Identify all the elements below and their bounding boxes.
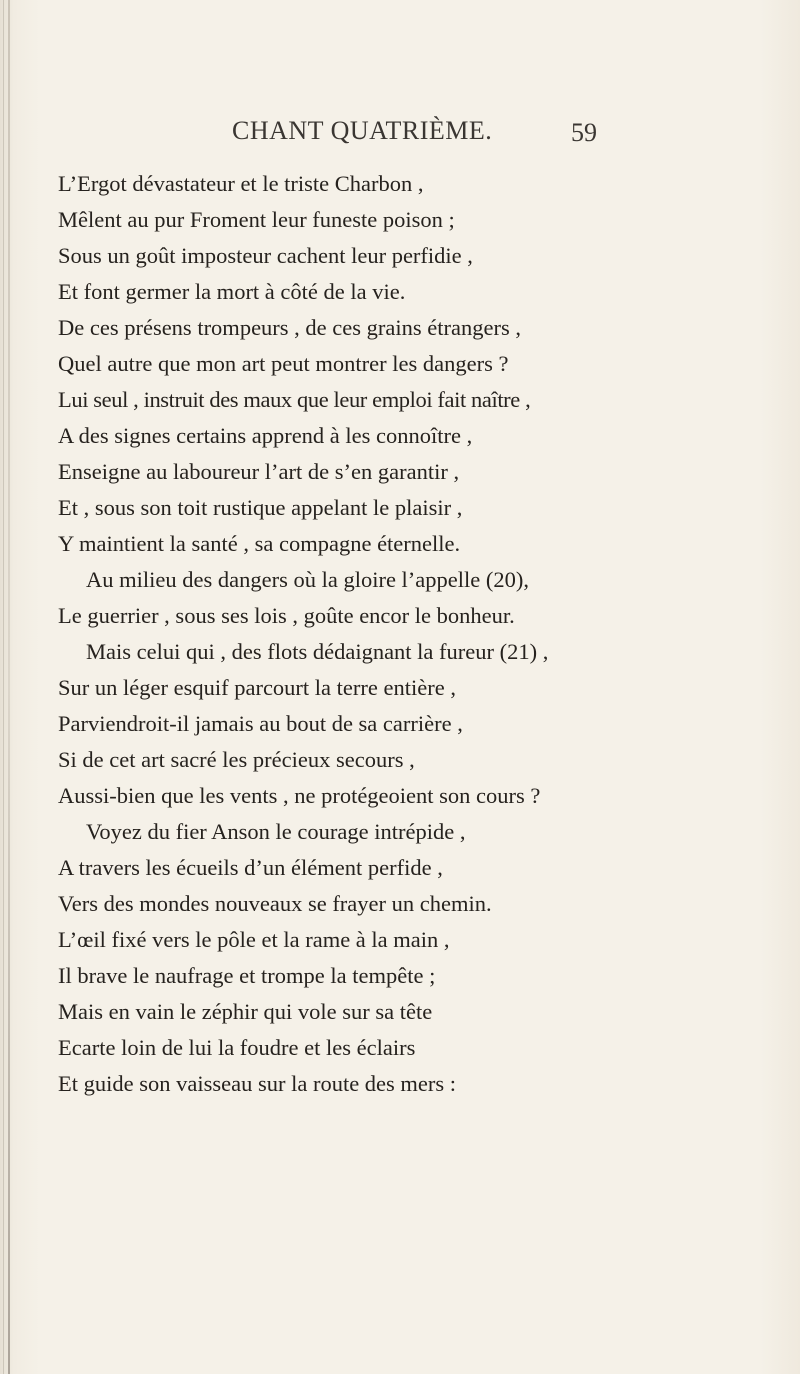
poem-line: Parviendroit-il jamais au bout de sa carrière , — [58, 711, 463, 736]
poem-line: Si de cet art sacré les précieux secours , — [58, 747, 415, 772]
poem-line: Enseigne au laboureur l’art de s’en garantir , — [58, 459, 460, 484]
page-gutter-edge — [3, 0, 4, 1374]
poem-line: Mais celui qui , des flots dédaignant la fureur (21) , — [86, 639, 549, 664]
poem-line: A travers les écueils d’un élément perfide , — [58, 855, 443, 880]
poem-line: Voyez du fier Anson le courage intrépide , — [86, 819, 466, 844]
poem-line: Mais en vain le zéphir qui vole sur sa tête — [58, 999, 433, 1024]
poem-line: Lui seul , instruit des maux que leur emploi fait naître , — [58, 387, 531, 412]
poem-line: Sous un goût imposteur cachent leur perfidie , — [58, 243, 473, 268]
poem-line: Le guerrier , sous ses lois , goûte encor le bonheur. — [58, 603, 515, 628]
running-title: CHANT QUATRIÈME. — [232, 116, 493, 145]
poem-line: Aussi-bien que les vents , ne protégeoient son cours ? — [58, 783, 541, 808]
poem-line: L’œil fixé vers le pôle et la rame à la main , — [58, 927, 450, 952]
page-number: 59 — [571, 118, 597, 147]
poem-line: Quel autre que mon art peut montrer les dangers ? — [58, 351, 509, 376]
poem-line: Et guide son vaisseau sur la route des mers : — [58, 1071, 457, 1096]
poem-text — [58, 166, 778, 1102]
poem-line: L’Ergot dévastateur et le triste Charbon , — [58, 171, 424, 196]
poem-line: Mêlent au pur Froment leur funeste poison ; — [58, 207, 455, 232]
poem-line: A des signes certains apprend à les connoître , — [58, 423, 473, 448]
poem-line: Et , sous son toit rustique appelant le plaisir , — [58, 495, 463, 520]
poem-line: Vers des mondes nouveaux se frayer un chemin. — [58, 891, 492, 916]
page-header — [0, 116, 800, 156]
poem-line: Au milieu des dangers où la gloire l’appelle (20), — [86, 567, 529, 592]
poem-line: Sur un léger esquif parcourt la terre entière , — [58, 675, 456, 700]
poem-line: De ces présens trompeurs , de ces grains étrangers , — [58, 315, 521, 340]
poem-line: Ecarte loin de lui la foudre et les éclairs — [58, 1035, 416, 1060]
page-gutter-shadow — [8, 0, 10, 1374]
poem-line: Y maintient la santé , sa compagne éternelle. — [58, 531, 461, 556]
poem-line: Et font germer la mort à côté de la vie. — [58, 279, 406, 304]
poem-line: Il brave le naufrage et trompe la tempête ; — [58, 963, 436, 988]
